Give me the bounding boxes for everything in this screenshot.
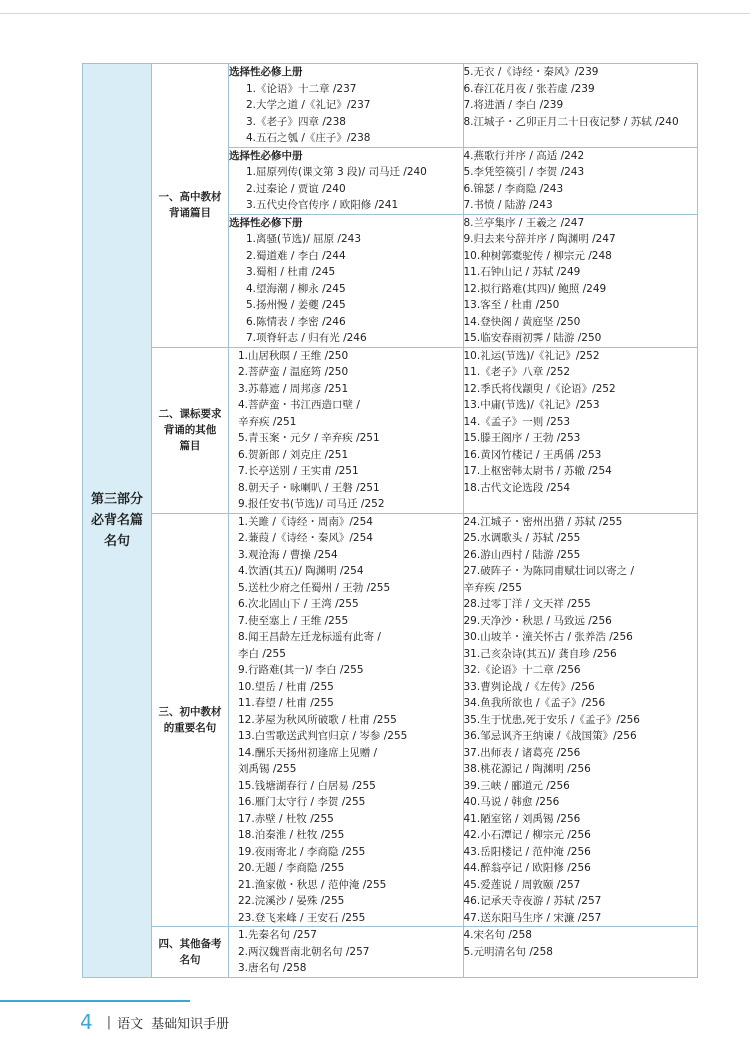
list-item: 31.己亥杂诗(其五)/ 龚自珍 /256 <box>463 647 617 660</box>
table-row <box>83 513 698 927</box>
list-column <box>229 347 464 513</box>
section-cell <box>152 513 229 927</box>
list-item: 李白 /255 <box>238 647 286 660</box>
list-item: 36.邹忌讽齐王纳谏 /《战国策》/256 <box>463 730 637 742</box>
list-item: 14.登快阁 / 黄庭坚 /250 <box>463 315 581 328</box>
list-item: 43.岳阳楼记 / 范仲淹 /256 <box>463 845 591 858</box>
list-item: 2.大学之道 /《礼记》/237 <box>246 99 371 111</box>
list-column <box>463 513 698 927</box>
page-footer <box>80 1010 229 1034</box>
list-item: 1.先秦名句 /257 <box>238 929 317 941</box>
list-item: 3.唐名句 /258 <box>238 962 307 974</box>
list-item: 6.贺新郎 / 刘克庄 /251 <box>238 448 349 461</box>
page-number: 4 <box>80 1010 93 1034</box>
list-item: 2.蒹葭 /《诗经・秦风》/254 <box>238 532 373 544</box>
table-row <box>83 347 698 513</box>
list-item: 9.行路难(其一)/ 李白 /255 <box>238 664 364 676</box>
list-column <box>463 64 698 148</box>
list-item: 29.天净沙・秋思 / 马致远 /256 <box>463 614 612 627</box>
list-item: 15.钱塘湖春行 / 白居易 /255 <box>238 779 376 792</box>
list-item: 7.将进酒 / 李白 /239 <box>463 99 564 111</box>
list-item: 10.种树郭橐驼传 / 柳宗元 /248 <box>463 249 612 262</box>
list-item: 22.浣溪沙 / 晏殊 /255 <box>238 895 345 907</box>
list-item: 1.屈原列传(课文第 3 段)/ 司马迁 /240 <box>246 166 427 178</box>
list-item: 辛弃疾 /255 <box>463 581 522 594</box>
list-item: 8.江城子・乙卯正月二十日夜记梦 / 苏轼 /240 <box>463 115 679 128</box>
list-item: 44.醉翁亭记 / 欧阳修 /256 <box>463 862 591 874</box>
list-column <box>463 347 698 513</box>
group-heading: 选择性必修上册 <box>229 66 303 78</box>
list-item: 18.泊秦淮 / 杜牧 /255 <box>238 829 345 841</box>
list-item: 5.送杜少府之任蜀州 / 王勃 /255 <box>238 581 391 594</box>
section-cell <box>152 64 229 348</box>
list-item: 13.白雪歌送武判官归京 / 岑参 /255 <box>238 730 408 742</box>
list-item: 6.陈情表 / 李密 /246 <box>246 315 346 328</box>
section-title: 四、其他备考 名句 <box>158 937 222 966</box>
list-item: 20.无题 / 李商隐 /255 <box>238 862 345 874</box>
list-item: 4.望海潮 / 柳永 /245 <box>246 282 346 295</box>
group-heading: 选择性必修中册 <box>229 149 303 162</box>
list-item: 17.赤壁 / 杜牧 /255 <box>238 812 334 825</box>
list-item: 30.山坡羊・潼关怀古 / 张养浩 /256 <box>463 631 633 643</box>
list-column <box>463 147 698 214</box>
list-item: 25.水调歌头 / 苏轼 /255 <box>463 532 581 544</box>
list-item: 1.山居秋暝 / 王维 /250 <box>238 349 349 362</box>
list-item: 10.望岳 / 杜甫 /255 <box>238 680 334 693</box>
list-item: 47.送东阳马生序 / 宋濂 /257 <box>463 911 602 924</box>
list-item: 37.出师表 / 诸葛亮 /256 <box>463 746 581 759</box>
list-item: 12.拟行路难(其四)/ 鲍照 /249 <box>463 282 607 295</box>
list-item: 1.离骚(节选)/ 屈原 /243 <box>246 233 362 245</box>
section-title: 二、课标要求 背诵的其他 篇目 <box>158 408 222 452</box>
list-item: 38.桃花源记 / 陶渊明 /256 <box>463 763 591 775</box>
table-row <box>83 927 698 978</box>
list-item: 6.次北固山下 / 王湾 /255 <box>238 598 359 610</box>
list-item: 24.江城子・密州出猎 / 苏轼 /255 <box>463 515 623 528</box>
list-item: 4.五石之瓠 /《庄子》/238 <box>246 132 371 144</box>
list-column <box>229 214 464 347</box>
list-item: 5.元明清名句 /258 <box>463 945 553 958</box>
list-column <box>463 214 698 347</box>
list-item: 4.燕歌行并序 / 高适 /242 <box>463 149 585 162</box>
list-item: 1.关雎 /《诗经・周南》/254 <box>238 515 373 528</box>
footer-subject: 语文 <box>117 1016 144 1032</box>
top-rule <box>0 13 750 14</box>
list-item: 4.饮酒(其五)/ 陶渊明 /254 <box>238 565 364 577</box>
list-item: 6.锦瑟 / 李商隐 /243 <box>463 182 564 195</box>
list-item: 5.青玉案・元夕 / 辛弃疾 /251 <box>238 432 380 444</box>
footer-accent-bar <box>0 1000 190 1002</box>
list-item: 5.无衣 /《诗经・秦风》/239 <box>463 66 599 78</box>
list-item: 5.扬州慢 / 姜夔 /245 <box>246 299 346 311</box>
list-column <box>463 927 698 978</box>
list-item: 13.中庸(节选)/《礼记》/253 <box>463 399 600 411</box>
section-cell <box>152 927 229 978</box>
list-item: 16.雁门太守行 / 李贺 /255 <box>238 796 366 808</box>
list-item: 12.季氏将伐颛臾 /《论语》/252 <box>463 382 616 395</box>
list-item: 4.菩萨蛮・书江西造口壁 / <box>238 399 360 411</box>
list-item: 11.《老子》八章 /252 <box>463 366 571 378</box>
list-item: 32.《论语》十二章 /256 <box>463 664 581 676</box>
list-item: 3.《老子》四章 /238 <box>246 115 346 128</box>
list-item: 45.爱莲说 / 周敦颐 /257 <box>463 878 581 891</box>
list-item: 7.使至塞上 / 王维 /255 <box>238 614 349 627</box>
section-title: 三、初中教材 的重要名句 <box>158 705 222 734</box>
footer-book-title: 基础知识手册 <box>151 1016 230 1032</box>
list-item: 17.上枢密韩太尉书 / 苏辙 /254 <box>463 465 612 477</box>
footer-separator: | <box>106 1014 112 1030</box>
contents-table <box>82 63 698 978</box>
list-item: 11.石钟山记 / 苏轼 /249 <box>463 266 581 278</box>
list-item: 2.菩萨蛮 / 温庭筠 /250 <box>238 366 349 378</box>
list-item: 2.过秦论 / 贾谊 /240 <box>246 182 346 195</box>
list-item: 15.临安春雨初霁 / 陆游 /250 <box>463 332 602 344</box>
list-item: 26.游山西村 / 陆游 /255 <box>463 548 581 561</box>
list-item: 8.闻王昌龄左迁龙标遥有此寄 / <box>238 631 381 643</box>
list-column <box>229 64 464 148</box>
list-item: 辛弃疾 /251 <box>238 415 297 428</box>
list-item: 13.客至 / 杜甫 /250 <box>463 299 560 311</box>
list-item: 3.苏幕遮 / 周邦彦 /251 <box>238 382 349 395</box>
table-row <box>83 64 698 148</box>
list-item: 39.三峡 / 郦道元 /256 <box>463 779 570 792</box>
list-item: 16.黄冈竹楼记 / 王禹偁 /253 <box>463 448 602 461</box>
list-item: 14.酬乐天扬州初逢席上见赠 / <box>238 746 378 759</box>
list-item: 8.兰亭集序 / 王羲之 /247 <box>463 216 585 229</box>
list-item: 1.《论语》十二章 /237 <box>246 82 357 95</box>
section-cell <box>152 347 229 513</box>
list-item: 3.观沧海 / 曹操 /254 <box>238 548 338 561</box>
list-item: 4.宋名句 /258 <box>463 929 532 941</box>
list-item: 46.记承天寺夜游 / 苏轼 /257 <box>463 895 602 907</box>
list-item: 40.马说 / 韩愈 /256 <box>463 796 560 808</box>
list-column <box>229 927 464 978</box>
list-item: 23.登飞来峰 / 王安石 /255 <box>238 911 366 924</box>
list-item: 41.陋室铭 / 刘禹锡 /256 <box>463 812 581 825</box>
list-item: 10.礼运(节选)/《礼记》/252 <box>463 349 600 362</box>
list-item: 27.破阵子・为陈同甫赋壮词以寄之 / <box>463 565 635 577</box>
list-item: 12.茅屋为秋风所破歌 / 杜甫 /255 <box>238 713 397 726</box>
list-item: 21.渔家傲・秋思 / 范仲淹 /255 <box>238 878 387 891</box>
list-item: 7.项脊轩志 / 归有光 /246 <box>246 332 367 344</box>
list-column <box>229 513 464 927</box>
list-item: 3.五代史伶官传序 / 欧阳修 /241 <box>246 199 399 211</box>
list-column <box>229 147 464 214</box>
list-item: 9.归去来兮辞并序 / 陶渊明 /247 <box>463 233 616 245</box>
list-item: 34.鱼我所欲也 /《孟子》/256 <box>463 697 606 709</box>
list-item: 2.蜀道难 / 李白 /244 <box>246 249 346 262</box>
list-item: 7.长亭送别 / 王实甫 /251 <box>238 465 359 477</box>
list-item: 15.滕王阁序 / 王勃 /253 <box>463 432 581 444</box>
list-item: 9.报任安书(节选)/ 司马迁 /252 <box>238 498 385 510</box>
list-item: 8.朝天子・咏喇叭 / 王磐 /251 <box>238 481 380 494</box>
list-item: 42.小石潭记 / 柳宗元 /256 <box>463 829 591 841</box>
list-item: 7.书愤 / 陆游 /243 <box>463 199 553 211</box>
list-item: 18.古代文论选段 /254 <box>463 481 571 494</box>
list-item: 11.春望 / 杜甫 /255 <box>238 697 334 709</box>
section-title: 一、高中教材 背诵篇目 <box>158 191 222 220</box>
list-item: 6.春江花月夜 / 张若虚 /239 <box>463 82 595 95</box>
list-item: 33.曹刿论战 /《左传》/256 <box>463 680 595 693</box>
list-item: 5.李凭箜篌引 / 李贺 /243 <box>463 166 585 178</box>
list-item: 19.夜雨寄北 / 李商隐 /255 <box>238 845 366 858</box>
list-item: 2.两汉魏晋南北朝名句 /257 <box>238 945 370 958</box>
list-item: 14.《孟子》一则 /253 <box>463 415 571 428</box>
part-title: 第三部分 必背名篇 名句 <box>90 491 143 549</box>
part-cell <box>83 64 152 978</box>
list-item: 28.过零丁洋 / 文天祥 /255 <box>463 598 591 610</box>
group-heading: 选择性必修下册 <box>229 216 303 229</box>
list-item: 刘禹锡 /255 <box>238 763 297 775</box>
list-item: 35.生于忧患,死于安乐 /《孟子》/256 <box>463 713 640 726</box>
list-item: 3.蜀相 / 杜甫 /245 <box>246 266 336 278</box>
